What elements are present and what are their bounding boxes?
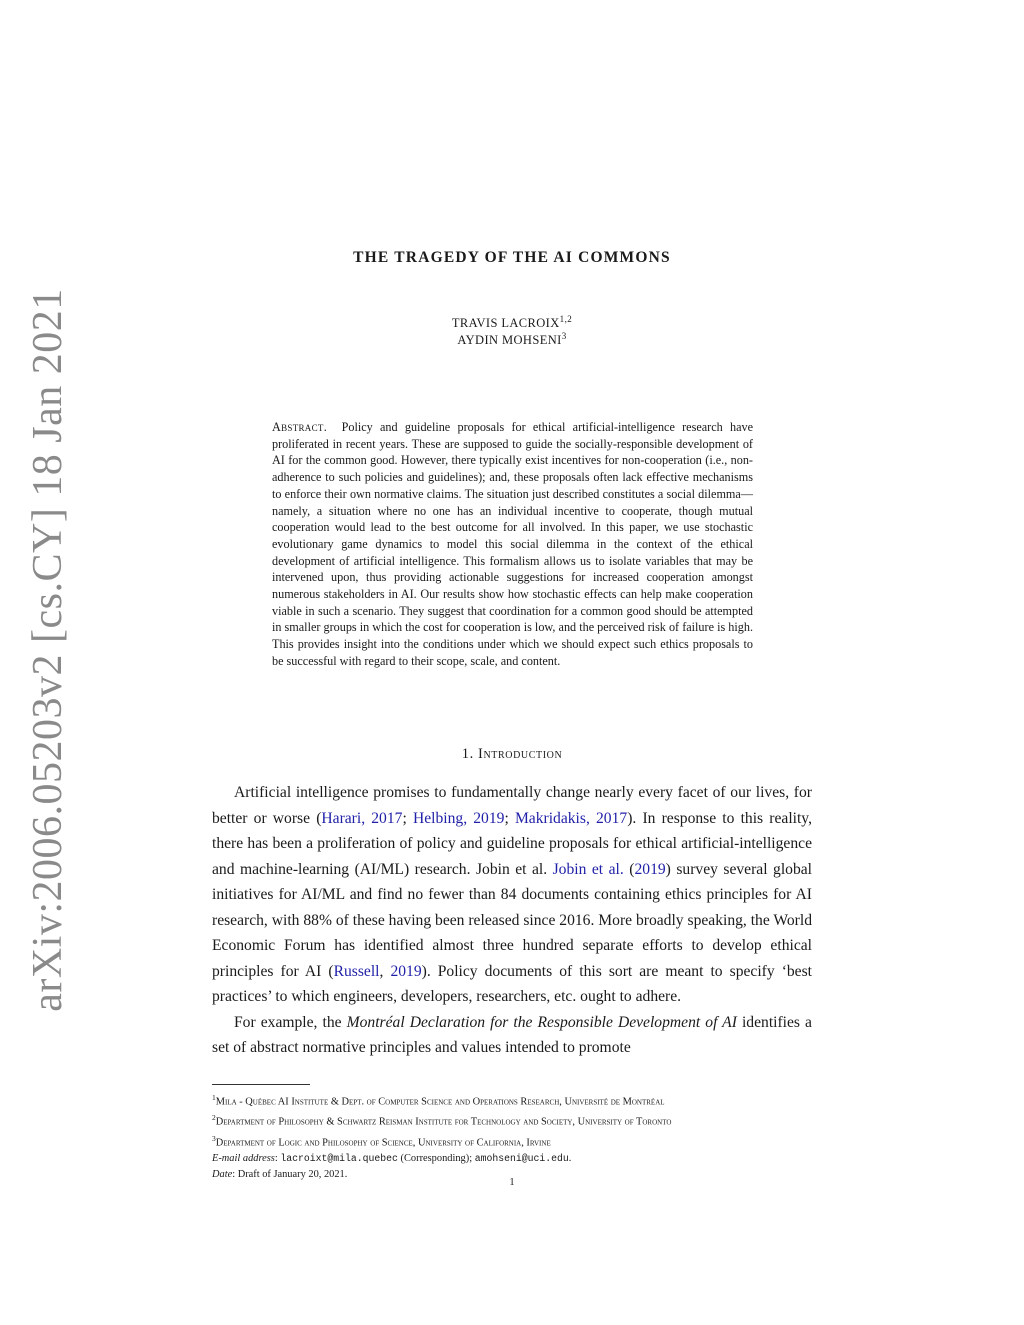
text-run: , (379, 962, 391, 980)
footnotes (212, 1090, 812, 1183)
footnote-text: Mila - Québec AI Institute & Dept. of Computer Science and Operations Research, Université de Montréal (215, 1096, 665, 1108)
footnote-text: Department of Philosophy & Schwartz Reisman Institute for Technology and Society, University of Toronto (215, 1116, 672, 1128)
text-run: Artificial intelligence promises to fundamentally change nearly every facet of our lives, for better or worse ( (212, 784, 812, 827)
text-run: ; (504, 809, 515, 827)
footnote-2 (212, 1110, 812, 1130)
citation-link[interactable]: Russell (333, 962, 380, 980)
email-label: E-mail address (212, 1153, 275, 1165)
footnote-1 (212, 1090, 812, 1110)
date-text: : Draft of January 20, 2021. (232, 1169, 348, 1181)
citation-link[interactable]: Harari, 2017 (321, 809, 403, 827)
abstract (272, 419, 753, 670)
abstract-text: Policy and guideline proposals for ethical artificial-intelligence research have proliferated in recent years. These are supposed to guide the socially-responsible development of AI for the common good. However, there typically exist incentives for non-cooperation (i.e., non-adherence to such policies and guidelines); and, these proposals often lack effective mechanisms to enforce their own normative claims. The situation just described constitutes a social dilemma—namely, a situation where no one has an individual incentive to cooperate, though mutual cooperation would lead to the best outcome for all involved. In this paper, we use stochastic evolutionary game dynamics to model this social dilemma in the context of the ethical development of artificial intelligence. This formalism allows us to isolate variables that may be intervened upon, thus providing actionable suggestions for increased cooperation amongst numerous stakeholders in AI. Our results show how stochastic effects can help make cooperation viable in such a scenario. They suggest that coordination for a common good should be attempted in smaller groups in which the cost for cooperation is low, and the perceived risk of failure is high. This provides insight into the conditions under which we should expect such ethics proposals to be successful with regard to their scope, scale, and content. (272, 420, 753, 668)
author-affiliation-marker: 1,2 (559, 314, 573, 324)
citation-link[interactable]: Makridakis, 2017 (514, 809, 628, 827)
abstract-label: Abstract. (272, 420, 328, 434)
text-run: ( (623, 860, 635, 878)
arxiv-identifier: arXiv:2006.05203v2 [cs.CY] 18 Jan 2021 (25, 288, 71, 1012)
text-run: ) survey several global initiatives for AI/ML and find no fewer than 84 documents containing ethics principles for AI research, with 88% of these having been released since 2016. More broadly speaking, the World Economic Forum has identified almost three hundred separate efforts to develop ethical principles for AI ( (212, 860, 813, 980)
footnote-marker: 3 (212, 1133, 216, 1143)
citation-link[interactable]: Jobin et al. (552, 860, 624, 878)
paper-title: THE TRAGEDY OF THE AI COMMONS (353, 249, 671, 266)
citation-link[interactable]: Helbing, 2019 (412, 809, 505, 827)
footnote-marker: 2 (212, 1113, 216, 1123)
citation-link[interactable]: 2019 (390, 962, 422, 980)
body-text (212, 780, 812, 1061)
author-1 (0, 314, 1024, 331)
text-run: . (568, 1153, 572, 1165)
author-2 (0, 331, 1024, 348)
email-line (212, 1151, 812, 1167)
footnote-3 (212, 1131, 812, 1151)
text-run: ). Policy documents of this sort are meant to specify ‘best practices’ to which engineers, developers, researchers, etc. ought to adhere. (212, 962, 813, 1005)
email-address-link[interactable]: lacroixt@mila.quebec (280, 1153, 398, 1165)
text-run: ). In response to this reality, there has been a proliferation of policy and guideline proposals for ethical artificial-intelligence and machine-learning (AI/ML) research. Jobin et al. (212, 809, 812, 878)
document-title-italic: Montréal Declaration for the Responsible Development of AI (346, 1013, 737, 1031)
paragraph-2 (212, 1010, 812, 1061)
text-run: : (274, 1153, 281, 1165)
citation-link[interactable]: 2019 (634, 860, 666, 878)
email-address-link[interactable]: amohseni@uci.edu (474, 1153, 569, 1165)
author-name: AYDIN MOHSENI (457, 333, 562, 348)
footnote-marker: 1 (212, 1093, 216, 1102)
text-run: ; (402, 809, 413, 827)
author-affiliation-marker: 3 (561, 331, 567, 341)
section-title: Introduction (478, 746, 563, 762)
footnote-text: Department of Logic and Philosophy of Science, University of California, Irvine (215, 1137, 551, 1149)
author-name: TRAVIS LACROIX (451, 316, 560, 331)
footnote-rule (212, 1084, 310, 1085)
text-run: (Corresponding); (397, 1153, 475, 1165)
section-heading (0, 746, 1024, 763)
text-run: identifies a set of abstract normative principles and values intended to promote (212, 1013, 812, 1056)
page-number: 1 (509, 1177, 515, 1188)
paragraph-1 (212, 780, 812, 1010)
section-number: 1. (461, 746, 474, 762)
text-run: For example, the (234, 1013, 347, 1031)
date-label: Date (212, 1169, 233, 1181)
